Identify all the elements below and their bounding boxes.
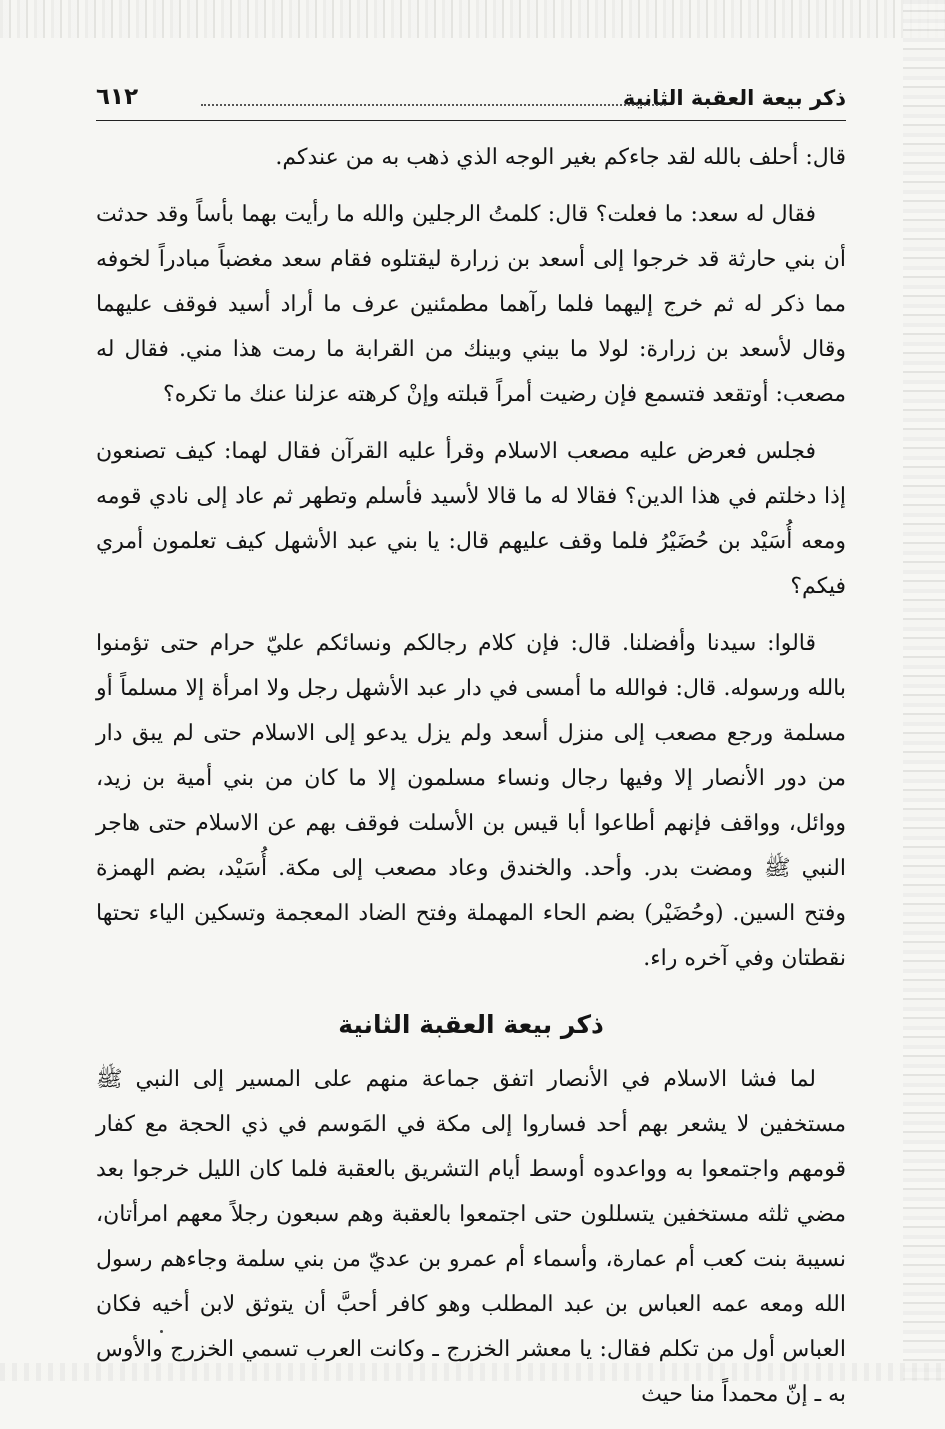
paragraph: فجلس فعرض عليه مصعب الاسلام وقرأ عليه القرآن فقال لهما: كيف تصنعون إذا دخلتم في هذا الدين؟ فقالا له ما قالا لأسيد فأسلم وتطهر ثم عاد إلى نادي قومه ومعه أُسَيْد بن حُضَيْرُ فلما وقف عليهم قال: يا بني عبد الأشهل كيف تعلمون أمري فيكم؟ bbox=[96, 439, 846, 599]
scan-edge-top bbox=[0, 0, 945, 38]
book-page bbox=[96, 80, 846, 1429]
body-text bbox=[96, 135, 846, 1417]
running-head-leader-dots bbox=[201, 104, 666, 106]
section-heading: ذكر بيعة العقبة الثانية bbox=[338, 1010, 604, 1039]
paragraph: لما فشا الاسلام في الأنصار اتفق جماعة منهم على المسير إلى النبي ﷺ مستخفين لا يشعر بهم أحد فساروا إلى مكة في المَوسم في ذي الحجة مع كفار قومهم واجتمعوا به وواعدوه أوسط أيام التشريق بالعقبة فلما كان الليل خرجوا بعد مضي ثلثه مستخفين يتسللون حتى اجتمعوا بالعقبة وهم سبعون رجلاً معهم امرأتان، نسيبة بنت كعب أم عمارة، وأسماء أم عمرو بن عديّ من بني سلمة وجاءهم رسول الله ومعه عمه العباس بن عبد المطلب وهو كافر أحبَّ أن يتوثق لابن أخيه فكان العباس أول من تكلم فقال: يا معشر الخزرج ـ وكانت العرب تسمي الخزرج والأوس به ـ إنّ محمداً منا حيث bbox=[96, 1067, 846, 1407]
page-number: ٦١٢ bbox=[96, 84, 139, 110]
scan-edge-right bbox=[903, 0, 945, 1381]
paragraph: قال: أحلف بالله لقد جاءكم بغير الوجه الذي ذهب به من عندكم. bbox=[275, 145, 846, 170]
scan-speck bbox=[160, 1330, 163, 1333]
paragraph: فقال له سعد: ما فعلت؟ قال: كلمتُ الرجلين والله ما رأيت بهما بأساً وقد حدثت أن بني حارثة قد خرجوا إلى أسعد بن زرارة ليقتلوه فقام سعد مغضباً مبادراً لخوفه مما ذكر له ثم خرج إليهما فلما رآهما مطمئنين عرف ما أراد أسيد فوقف عليهما وقال لأسعد بن زرارة: لولا ما بيني وبينك من القرابة ما رمت هذا مني. فقال له مصعب: أوتقعد فتسمع فإن رضيت أمراً قبلته وإنْ كرهته عزلنا عنك ما تكره؟ bbox=[96, 202, 846, 407]
running-head bbox=[96, 80, 846, 121]
paragraph: قالوا: سيدنا وأفضلنا. قال: فإن كلام رجالكم ونسائكم عليّ حرام حتى تؤمنوا بالله ورسوله. قال: فوالله ما أمسى في دار عبد الأشهل رجل ولا امرأة إلا مسلماً أو مسلمة ورجع مصعب إلى منزل أسعد ولم يزل يدعو إلى الاسلام حتى لم يبق دار من دور الأنصار إلا وفيها رجال ونساء مسلمون إلا ما كان من بني أمية بن زيد، ووائل، وواقف فإنهم أطاعوا أبا قيس بن الأسلت فوقف بهم عن الاسلام حتى هاجر النبي ﷺ ومضت بدر. وأحد. والخندق وعاد مصعب إلى مكة. أُسَيْد، بضم الهمزة وفتح السين. (وحُضَيْر) بضم الحاء المهملة وفتح الضاد المعجمة وتسكين الياء تحتها نقطتان وفي آخره راء. bbox=[96, 631, 846, 971]
running-head-title: ذكر بيعة العقبة الثانية bbox=[622, 86, 846, 110]
